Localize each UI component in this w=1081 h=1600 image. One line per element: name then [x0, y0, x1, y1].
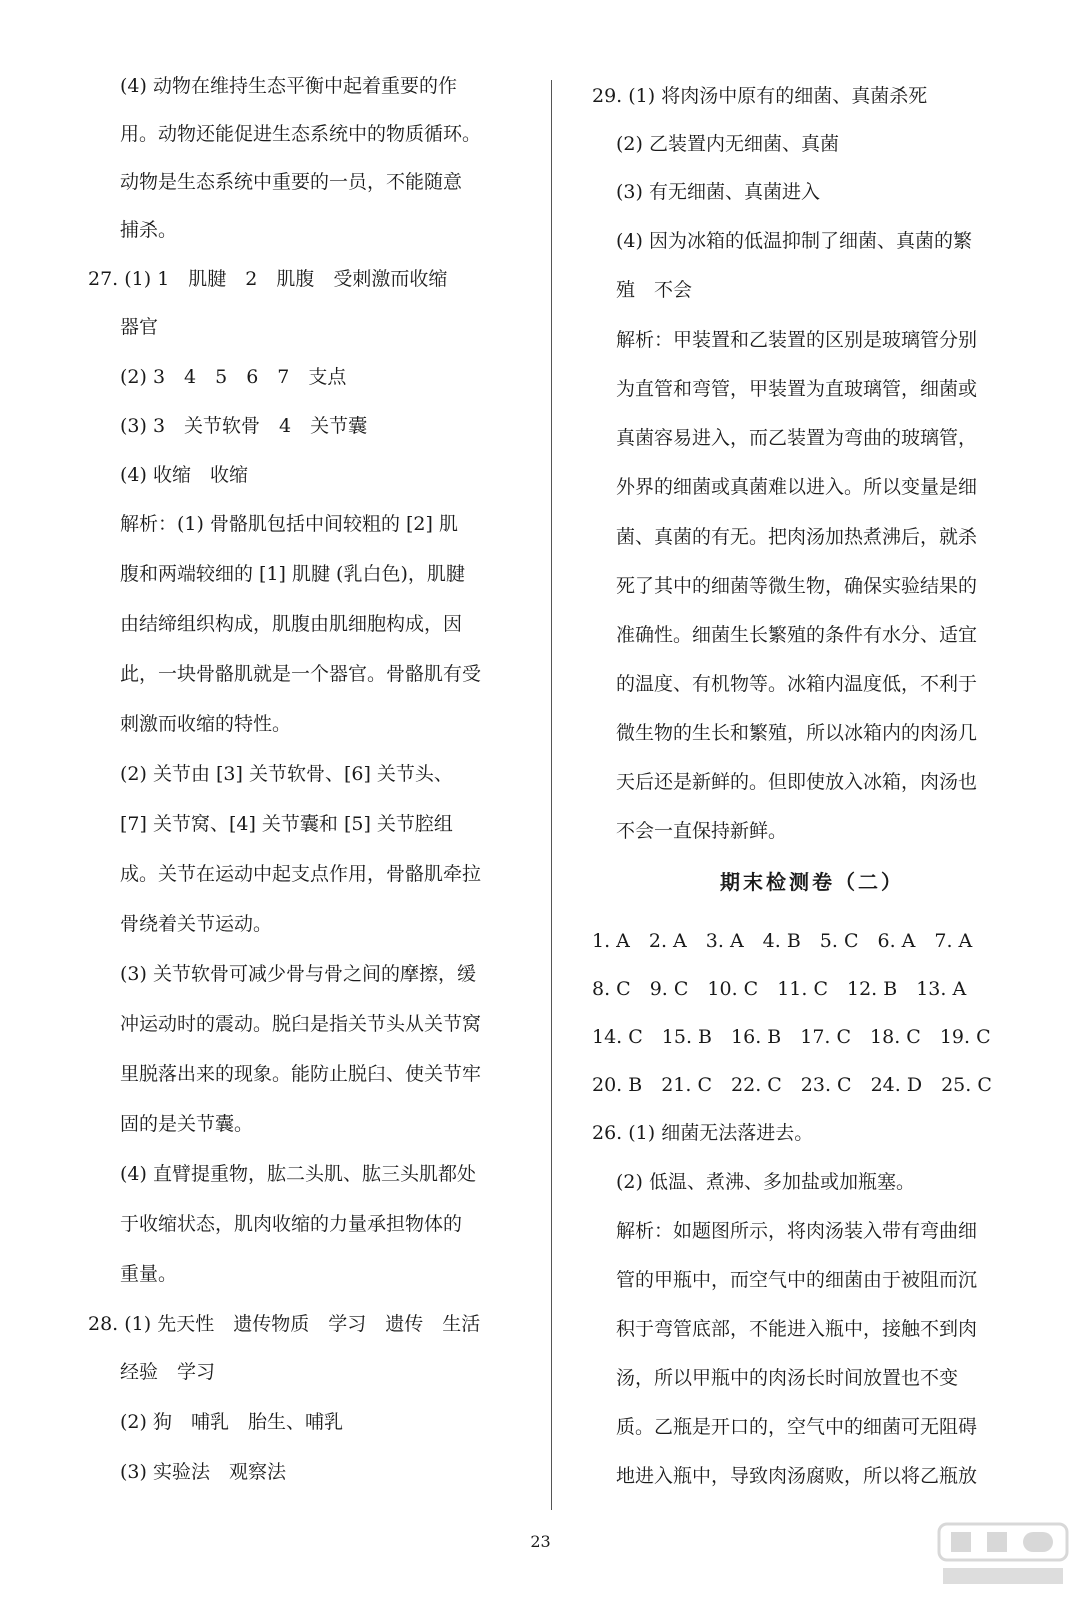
text-line: 地进入瓶中，导致肉汤腐败，所以将乙瓶放	[616, 1465, 978, 1487]
text-line: 菌、真菌的有无。把肉汤加热煮沸后，就杀	[616, 526, 978, 548]
text-line: (2) 乙装置内无细菌、真菌	[616, 133, 839, 155]
answer-row: 14. C 15. B 16. B 17. C 18. C 19. C	[592, 1026, 991, 1048]
question-28: 28. (1) 先天性 遗传物质 学习 遗传 生活	[88, 1313, 481, 1335]
text-line: 外界的细菌或真菌难以进入。所以变量是细	[616, 476, 978, 498]
text-line: (3) 有无细菌、真菌进入	[616, 181, 820, 203]
page-number: 23	[530, 1532, 551, 1551]
text-line: (3) 关节软骨可减少骨与骨之间的摩擦，缓	[120, 963, 476, 985]
text-line: 此，一块骨骼肌就是一个器官。骨骼肌有受	[120, 663, 482, 685]
text-line: (3) 3 关节软骨 4 关节囊	[120, 415, 368, 437]
text-line: 殖 不会	[616, 279, 693, 301]
text-line: 的温度、有机物等。冰箱内温度低，不利于	[616, 673, 978, 695]
answer-row: 1. A 2. A 3. A 4. B 5. C 6. A 7. A	[592, 930, 973, 952]
text-line: (2) 低温、煮沸、多加盐或加瓶塞。	[616, 1171, 915, 1193]
text-line: 积于弯管底部，不能进入瓶中，接触不到肉	[616, 1318, 978, 1340]
text-line: 解析：甲装置和乙装置的区别是玻璃管分别	[616, 329, 978, 351]
text-line: 为直管和弯管，甲装置为直玻璃管，细菌或	[616, 378, 978, 400]
text-line: (4) 收缩 收缩	[120, 464, 248, 486]
answer-row: 8. C 9. C 10. C 11. C 12. B 13. A	[592, 978, 967, 1000]
text-line: 质。乙瓶是开口的，空气中的细菌可无阻碍	[616, 1416, 978, 1438]
text-line: (4) 直臂提重物，肱二头肌、肱三头肌都处	[120, 1163, 476, 1185]
text-line: 用。动物还能促进生态系统中的物质循环。	[120, 123, 482, 145]
text-line: 由结缔组织构成，肌腹由肌细胞构成，因	[120, 613, 463, 635]
text-line: 里脱落出来的现象。能防止脱臼、使关节牢	[120, 1063, 482, 1085]
text-line: (3) 实验法 观察法	[120, 1461, 286, 1483]
text-line: 微生物的生长和繁殖，所以冰箱内的肉汤几	[616, 722, 978, 744]
text-line: 捕杀。	[120, 219, 178, 241]
text-line: 刺激而收缩的特性。	[120, 713, 292, 735]
text-line: 重量。	[120, 1263, 178, 1285]
text-line: 骨绕着关节运动。	[120, 913, 273, 935]
text-line: 准确性。细菌生长繁殖的条件有水分、适宜	[616, 624, 978, 646]
question-29: 29. (1) 将肉汤中原有的细菌、真菌杀死	[592, 85, 928, 107]
text-line: 腹和两端较细的 [1] 肌腱 (乳白色)，肌腱	[120, 563, 465, 585]
text-line: 管的甲瓶中，而空气中的细菌由于被阻而沉	[616, 1269, 978, 1291]
watermark-logo	[933, 1520, 1073, 1590]
text-line: 器官	[120, 316, 159, 338]
text-line: 天后还是新鲜的。但即使放入冰箱，肉汤也	[616, 771, 978, 793]
text-line: [7] 关节窝、[4] 关节囊和 [5] 关节腔组	[120, 813, 453, 835]
text-line: 汤，所以甲瓶中的肉汤长时间放置也不变	[616, 1367, 959, 1389]
text-line: 固的是关节囊。	[120, 1113, 254, 1135]
text-line: 真菌容易进入，而乙装置为弯曲的玻璃管，	[616, 427, 978, 449]
text-line: 死了其中的细菌等微生物，确保实验结果的	[616, 575, 978, 597]
text-line: (2) 狗 哺乳 胎生、哺乳	[120, 1411, 343, 1433]
text-line: 经验 学习	[120, 1361, 216, 1383]
text-line: (2) 3 4 5 6 7 支点	[120, 366, 347, 388]
text-line: 解析：如题图所示，将肉汤装入带有弯曲细	[616, 1220, 978, 1242]
text-line: 冲运动时的震动。脱臼是指关节头从关节窝	[120, 1013, 482, 1035]
question-27: 27. (1) 1 肌腱 2 肌腹 受刺激而收缩	[88, 268, 448, 290]
text-line: 动物是生态系统中重要的一员，不能随意	[120, 171, 463, 193]
text-line: 于收缩状态，肌肉收缩的力量承担物体的	[120, 1213, 463, 1235]
text-line: (2) 关节由 [3] 关节软骨、[6] 关节头、	[120, 763, 453, 785]
question-26: 26. (1) 细菌无法落进去。	[592, 1122, 814, 1144]
column-divider	[551, 80, 552, 1510]
text-line: (4) 动物在维持生态平衡中起着重要的作	[120, 75, 457, 97]
text-line: 不会一直保持新鲜。	[616, 820, 788, 842]
answer-row: 20. B 21. C 22. C 23. C 24. D 25. C	[592, 1074, 992, 1096]
section-heading: 期末检测卷（二）	[720, 870, 904, 894]
text-line: 解析：(1) 骨骼肌包括中间较粗的 [2] 肌	[120, 513, 458, 535]
text-line: 成。关节在运动中起支点作用，骨骼肌牵拉	[120, 863, 482, 885]
text-line: (4) 因为冰箱的低温抑制了细菌、真菌的繁	[616, 230, 972, 252]
